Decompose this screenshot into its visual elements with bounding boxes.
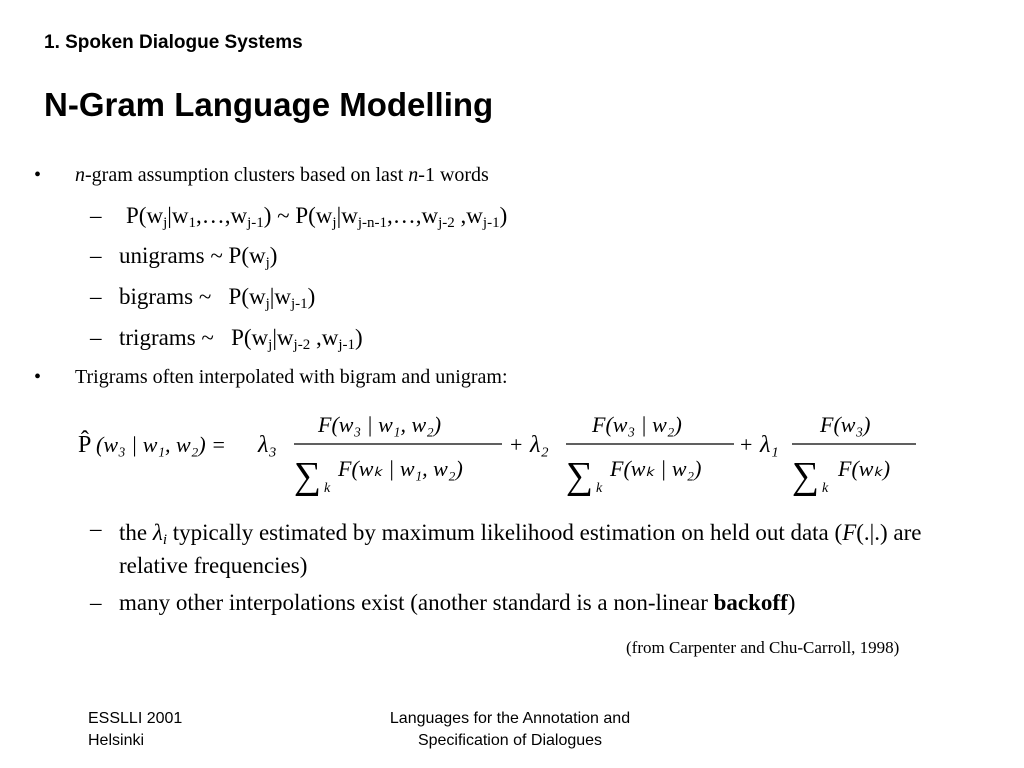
italic-n: n	[408, 164, 419, 186]
sum-index-1: k	[324, 481, 331, 496]
dash-marker: –	[90, 243, 102, 268]
formula-plus-2: +	[740, 432, 753, 457]
formula-denominator-2: F(wₖ | w₂)	[610, 456, 702, 481]
sub-markov-assumption	[126, 203, 507, 229]
text: |w	[269, 284, 291, 309]
text: trigrams ~ P(w	[119, 325, 269, 350]
formula-lambda1: λ₁	[760, 432, 779, 458]
eq-part: ,…,w	[195, 203, 248, 228]
text: the	[119, 520, 153, 545]
dash-marker: –	[90, 590, 102, 615]
sum-index-2: k	[596, 481, 603, 496]
formula-denominator-3: F(wₖ)	[838, 456, 891, 481]
text: ,w	[310, 325, 339, 350]
eq-part: |w	[167, 203, 189, 228]
dash-marker: –	[90, 203, 102, 228]
lambda-symbol: λ	[152, 520, 163, 545]
footer-line: Helsinki	[88, 732, 145, 749]
dash-marker: –	[90, 325, 102, 350]
italic-n: n	[75, 164, 85, 186]
sub-lambda-estimation	[119, 516, 959, 582]
formula-denominator-1: F(wₖ | w₁, w₂)	[338, 456, 463, 481]
footer-conference	[88, 708, 182, 752]
bullet-marker: •	[34, 366, 42, 388]
text: -1 words	[418, 164, 489, 186]
slide-title: N-Gram Language Modelling	[44, 86, 494, 123]
backoff-term: backoff	[713, 590, 788, 615]
eq-subscript: j-2	[293, 337, 311, 353]
sum-index-3: k	[822, 481, 829, 496]
F-symbol: F	[842, 520, 857, 545]
eq-subscript: j-1	[482, 215, 500, 231]
formula-lambda2: λ₂	[530, 432, 549, 458]
footer-line: Specification of Dialogues	[417, 732, 603, 749]
eq-part: ,…,w	[386, 203, 439, 228]
sum-symbol-1: ∑	[294, 455, 322, 497]
formula-lhs: (w₃ | w₁, w₂) =	[96, 432, 227, 457]
section-heading: 1. Spoken Dialogue Systems	[44, 32, 303, 53]
sub-unigrams	[119, 243, 277, 269]
bullet-marker: •	[34, 164, 42, 186]
text: (.|.) are relative frequencies)	[119, 520, 922, 578]
citation: (from Carpenter and Chu-Carroll, 1998)	[626, 638, 900, 657]
text: )	[787, 590, 796, 615]
text: |w	[272, 325, 294, 350]
text: )	[355, 325, 363, 350]
sub-bigrams	[119, 284, 315, 310]
sub-trigrams	[119, 325, 363, 351]
text: unigrams ~ P(w	[119, 243, 266, 268]
eq-subscript: j	[268, 337, 273, 353]
bullet-trigram-interpolation: Trigrams often interpolated with bigram and unigram:	[75, 366, 508, 388]
formula-numerator-1: F(w₃ | w₁, w₂)	[318, 412, 442, 437]
formula-lambda3: λ₃	[258, 432, 277, 458]
bullet-ngram-assumption	[75, 164, 489, 187]
eq-subscript: j	[163, 215, 168, 231]
footer-line: ESSLLI 2001	[88, 710, 183, 727]
text: -gram assumption clusters based on last	[85, 164, 409, 186]
text: bigrams ~ P(w	[119, 284, 266, 309]
eq-subscript: j-1	[338, 337, 356, 353]
formula-numerator-3: F(w₃)	[820, 412, 871, 437]
text: )	[269, 243, 278, 268]
sum-symbol-2: ∑	[566, 455, 594, 497]
dash-marker: –	[90, 516, 102, 541]
interpolation-formula	[70, 404, 930, 500]
sum-symbol-3: ∑	[792, 455, 820, 497]
formula-numerator-2: F(w₃ | w₂)	[592, 412, 682, 437]
eq-subscript: j-2	[438, 215, 455, 231]
text: )	[307, 284, 316, 309]
sub-other-interpolations	[119, 590, 795, 616]
eq-subscript: j-1	[291, 296, 308, 312]
formula-phat: P̂	[78, 432, 92, 458]
eq-part: ,w	[454, 203, 483, 228]
eq-subscript: 1	[188, 215, 196, 231]
formula-plus-1: +	[510, 432, 523, 457]
footer-line: Languages for the Annotation and	[389, 710, 631, 727]
eq-part: ) ~ P(w	[263, 203, 333, 228]
eq-subscript: j	[332, 215, 337, 231]
eq-subscript: j-1	[247, 215, 264, 231]
text: many other interpolations exist (another standard is a non-linear	[119, 590, 714, 615]
footer-course	[330, 708, 690, 752]
eq-part: P(w	[126, 203, 164, 228]
eq-subscript: j	[265, 296, 270, 312]
eq-subscript: j-n-1	[357, 215, 387, 231]
dash-marker: –	[90, 284, 102, 309]
eq-part: )	[499, 203, 508, 228]
eq-subscript: j	[265, 255, 270, 271]
lambda-index: i	[162, 532, 167, 548]
text: typically estimated by maximum likelihood estimation on held out data (	[167, 520, 843, 545]
eq-part: |w	[336, 203, 358, 228]
